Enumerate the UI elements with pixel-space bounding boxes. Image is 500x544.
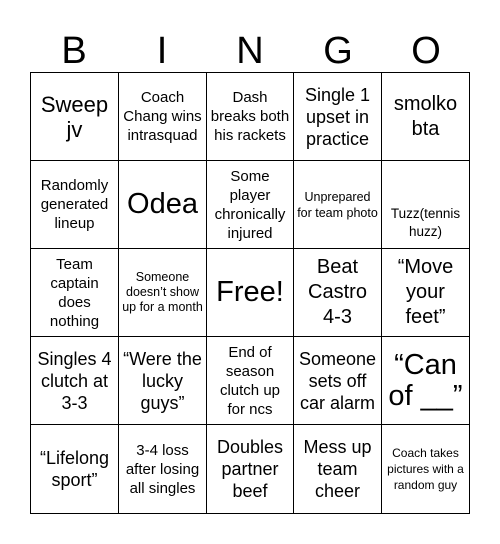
- cell-text: 3-4 loss after losing all singles: [125, 441, 200, 497]
- cell-text: Mess up team cheer: [303, 437, 372, 501]
- cell-text: End of season clutch up for ncs: [219, 343, 281, 418]
- header-letter-n: N: [236, 30, 264, 72]
- bingo-cell-r5c4[interactable]: [294, 425, 382, 514]
- bingo-cell-r5c3[interactable]: [207, 425, 294, 514]
- bingo-header: [30, 30, 470, 72]
- bingo-cell-r1c3[interactable]: [207, 73, 294, 161]
- bingo-cell-r4c5[interactable]: [382, 337, 470, 425]
- bingo-cell-r3c3[interactable]: [207, 249, 294, 337]
- cell-text: smolko bta: [393, 92, 458, 140]
- bingo-cell-r5c5[interactable]: [382, 425, 470, 514]
- bingo-cell-r1c1[interactable]: [31, 73, 119, 161]
- bingo-cell-r1c5[interactable]: [382, 73, 470, 161]
- cell-text: Dash breaks both his rackets: [210, 89, 290, 144]
- cell-text: Unprepared for team photo: [297, 189, 378, 220]
- header-letter-g: G: [323, 30, 353, 72]
- bingo-board: [30, 72, 470, 514]
- bingo-cell-r4c4[interactable]: [294, 337, 382, 425]
- header-letter-i: I: [156, 30, 168, 72]
- bingo-cell-r2c1[interactable]: [31, 161, 119, 249]
- bingo-cell-r5c1[interactable]: [31, 425, 119, 514]
- cell-text: Free!: [216, 276, 284, 308]
- bingo-cell-r1c4[interactable]: [294, 73, 382, 161]
- bingo-cell-r4c1[interactable]: [31, 337, 119, 425]
- bingo-cell-r4c2[interactable]: [119, 337, 207, 425]
- header-letter-o: O: [411, 30, 441, 72]
- bingo-cell-r3c1[interactable]: [31, 249, 119, 337]
- cell-text: Someone doesn’t show up for a month: [122, 270, 203, 314]
- bingo-cell-r5c2[interactable]: [119, 425, 207, 514]
- cell-text: “Lifelong sport”: [39, 448, 110, 490]
- cell-text: Doubles partner beef: [216, 437, 284, 501]
- cell-text: Sweep jv: [40, 91, 109, 142]
- cell-text: Some player chronically injured: [214, 167, 286, 242]
- cell-text: Team captain does nothing: [49, 255, 100, 330]
- cell-text: Odea: [127, 188, 198, 220]
- header-letter-b: B: [61, 30, 87, 72]
- bingo-cell-r3c4[interactable]: [294, 249, 382, 337]
- bingo-cell-r4c3[interactable]: [207, 337, 294, 425]
- cell-text: Singles 4 clutch at 3-3: [37, 348, 112, 413]
- cell-text: Someone sets off car alarm: [298, 348, 377, 413]
- bingo-cell-r3c5[interactable]: [382, 249, 470, 337]
- cell-text: Tuzz(tennis huzz): [390, 206, 461, 239]
- cell-text: Coach Chang wins intrasquad: [123, 89, 202, 144]
- cell-text: “Move your feet”: [397, 256, 454, 328]
- bingo-cell-r2c2[interactable]: [119, 161, 207, 249]
- bingo-cell-r2c3[interactable]: [207, 161, 294, 249]
- bingo-cell-r3c2[interactable]: [119, 249, 207, 337]
- bingo-cell-r1c2[interactable]: [119, 73, 207, 161]
- bingo-cell-r2c4[interactable]: [294, 161, 382, 249]
- cell-text: Randomly generated lineup: [40, 177, 109, 232]
- cell-text: Coach takes pictures with a random guy: [387, 446, 464, 492]
- bingo-cell-r2c5[interactable]: [382, 161, 470, 249]
- cell-text: Beat Castro 4-3: [308, 256, 367, 328]
- cell-text: “Were the lucky guys”: [123, 348, 202, 413]
- cell-text: “Can of __”: [388, 348, 463, 412]
- cell-text: Single 1 upset in practice: [304, 84, 371, 149]
